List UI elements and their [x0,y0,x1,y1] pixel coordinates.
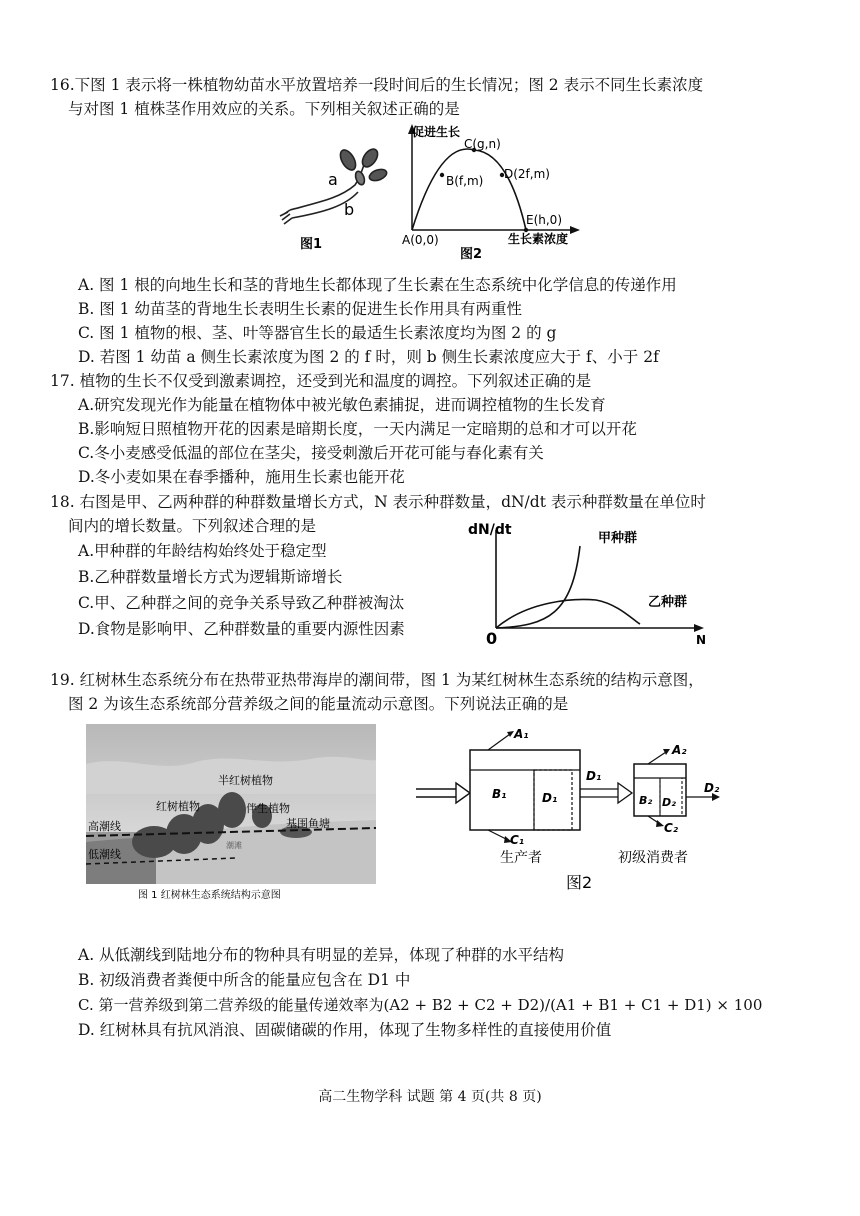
point-b [440,173,444,177]
q17-option-d: D.冬小麦如果在春季播种，施用生长素也能开花 [78,468,405,486]
point-d-label: D(2f,m) [504,167,550,181]
q18-option-c: C.甲、乙种群之间的竞争关系导致乙种群被淘汰 [78,594,405,612]
q16-figure-2 [398,122,588,262]
consumer-caption: 初级消费者 [618,850,688,866]
q18-stem-line1: 18. 右图是甲、乙两种群的种群数量增长方式，N 表示种群数量，dN/dt 表示种群数量在单位时 [50,493,706,511]
page-footer: 高二生物学科 试题 第 4 页(共 8 页) [318,1089,542,1105]
arrow-a1 [488,734,510,750]
label-d2-flow: D₂ [704,781,720,795]
q19-option-a: A. 从低潮线到陆地分布的物种具有明显的差异，体现了种群的水平结构 [78,946,565,964]
point-b-label: B(f,m) [446,174,484,188]
x-axis-arrow [570,226,580,234]
q17-option-c: C.冬小麦感受低温的部位在茎尖，接受刺激后开花可能与春化素有关 [78,444,544,462]
q16-stem-line2: 与对图 1 植株茎作用效应的关系。下列相关叙述正确的是 [68,100,460,118]
q18-ylabel: dN/dt [468,522,512,538]
label-b2: B₂ [639,794,653,807]
q16-option-d: D. 若图 1 幼苗 a 侧生长素浓度为图 2 的 f 时，则 b 侧生长素浓度应大于 f、小于 2f [78,348,659,366]
fish-pond-label: 基围鱼塘 [286,817,330,830]
mangrove-figure-caption: 图 1 红树林生态系统结构示意图 [138,890,281,901]
label-b: b [344,200,355,219]
series-yi-curve [496,600,640,628]
mangrove-illustration [86,724,376,904]
label-d1-box: D₁ [542,791,558,805]
label-a: a [328,170,338,189]
semi-mangrove-label: 半红树植物 [218,774,273,787]
q19-option-b: B. 初级消费者粪便中所含的能量应包含在 D1 中 [78,971,411,989]
point-c-label: C(g,n) [464,137,501,151]
q17-option-b: B.影响短日照植物开花的因素是暗期长度，一天内满足一定暗期的总和才可以开花 [78,420,637,438]
energy-figure-caption: 图2 [566,873,593,892]
companion-plant-label: 伴生植物 [246,802,290,815]
growth-curve [412,149,526,230]
q17-stem: 17. 植物的生长不仅受到激素调控，还受到光和温度的调控。下列叙述正确的是 [50,372,592,390]
energy-flow-figure-2 [408,728,738,898]
low-tide-label: 低潮线 [88,848,121,861]
series-jia-label: 甲种群 [598,531,638,546]
producer-box [470,750,580,830]
q18-x-arrow [694,624,704,632]
q18-chart [468,516,718,646]
arrow-a2 [648,752,666,764]
fig2-caption: 图2 [460,247,483,262]
mangrove-figure-1 [86,724,376,904]
q18-origin: 0 [486,629,498,646]
tidal-flat-label: 潮滩 [226,841,242,850]
label-a2: A₂ [672,743,687,757]
q19-stem-line1: 19. 红树林生态系统分布在热带亚热带海岸的潮间带，图 1 为某红树林生态系统的结构示意图， [50,671,704,689]
series-yi-label: 乙种群 [648,595,688,610]
q16-stem-line1: 16.下图 1 表示将一株植物幼苗水平放置培养一段时间后的生长情况；图 2 表示不同生长素浓度 [50,76,704,94]
label-b1: B₁ [492,787,507,801]
label-a1: A₁ [514,728,529,741]
q19-option-c: C. 第一营养级到第二营养级的能量传递效率为(A2 + B2 + C2 + D2)/(A1 + B1 + C1 + D1) × 100 [78,996,763,1014]
q17-option-a: A.研究发现光作为能量在植物体中被光敏色素捕捉，进而调控植物的生长发育 [78,396,606,414]
q18-option-a: A.甲种群的年龄结构始终处于稳定型 [78,542,327,560]
label-c1: C₁ [510,833,525,847]
point-a-label: A(0,0) [402,233,439,247]
input-arrow [416,783,470,803]
mangrove-label: 红树植物 [156,800,200,813]
label-c2: C₂ [664,821,679,835]
q16-option-b: B. 图 1 幼苗茎的背地生长表明生长素的促进生长作用具有两重性 [78,300,522,318]
q16-option-a: A. 图 1 根的向地生长和茎的背地生长都体现了生长素在生态系统中化学信息的传递作用 [78,276,677,294]
q19-stem-line2: 图 2 为该生态系统部分营养级之间的能量流动示意图。下列说法正确的是 [68,695,569,713]
fig2-xlabel: 生长素浓度 [508,232,569,246]
label-d1-flow: D₁ [586,769,602,783]
fig1-caption: 图1 [300,237,323,252]
q18-option-b: B.乙种群数量增长方式为逻辑斯谛增长 [78,568,343,586]
high-tide-label: 高潮线 [88,820,121,833]
point-e-label: E(h,0) [526,213,562,227]
q19-option-d: D. 红树林具有抗风消浪、固碳储碳的作用，体现了生物多样性的直接使用价值 [78,1021,612,1039]
q16-option-c: C. 图 1 植物的根、茎、叶等器官生长的最适生长素浓度均为图 2 的 g [78,324,557,342]
q18-stem-line2: 间内的增长数量。下列叙述合理的是 [68,517,317,535]
q16-figure-1 [270,140,400,255]
series-jia-curve [496,546,580,628]
q18-option-d: D.食物是影响甲、乙种群数量的重要内源性因素 [78,620,405,638]
label-d2-box: D₂ [662,796,676,809]
d1-flow-arrow [580,783,632,803]
fig2-ylabel: 促进生长 [412,125,461,139]
q18-xlabel: N [696,633,707,646]
producer-caption: 生产者 [500,850,542,866]
